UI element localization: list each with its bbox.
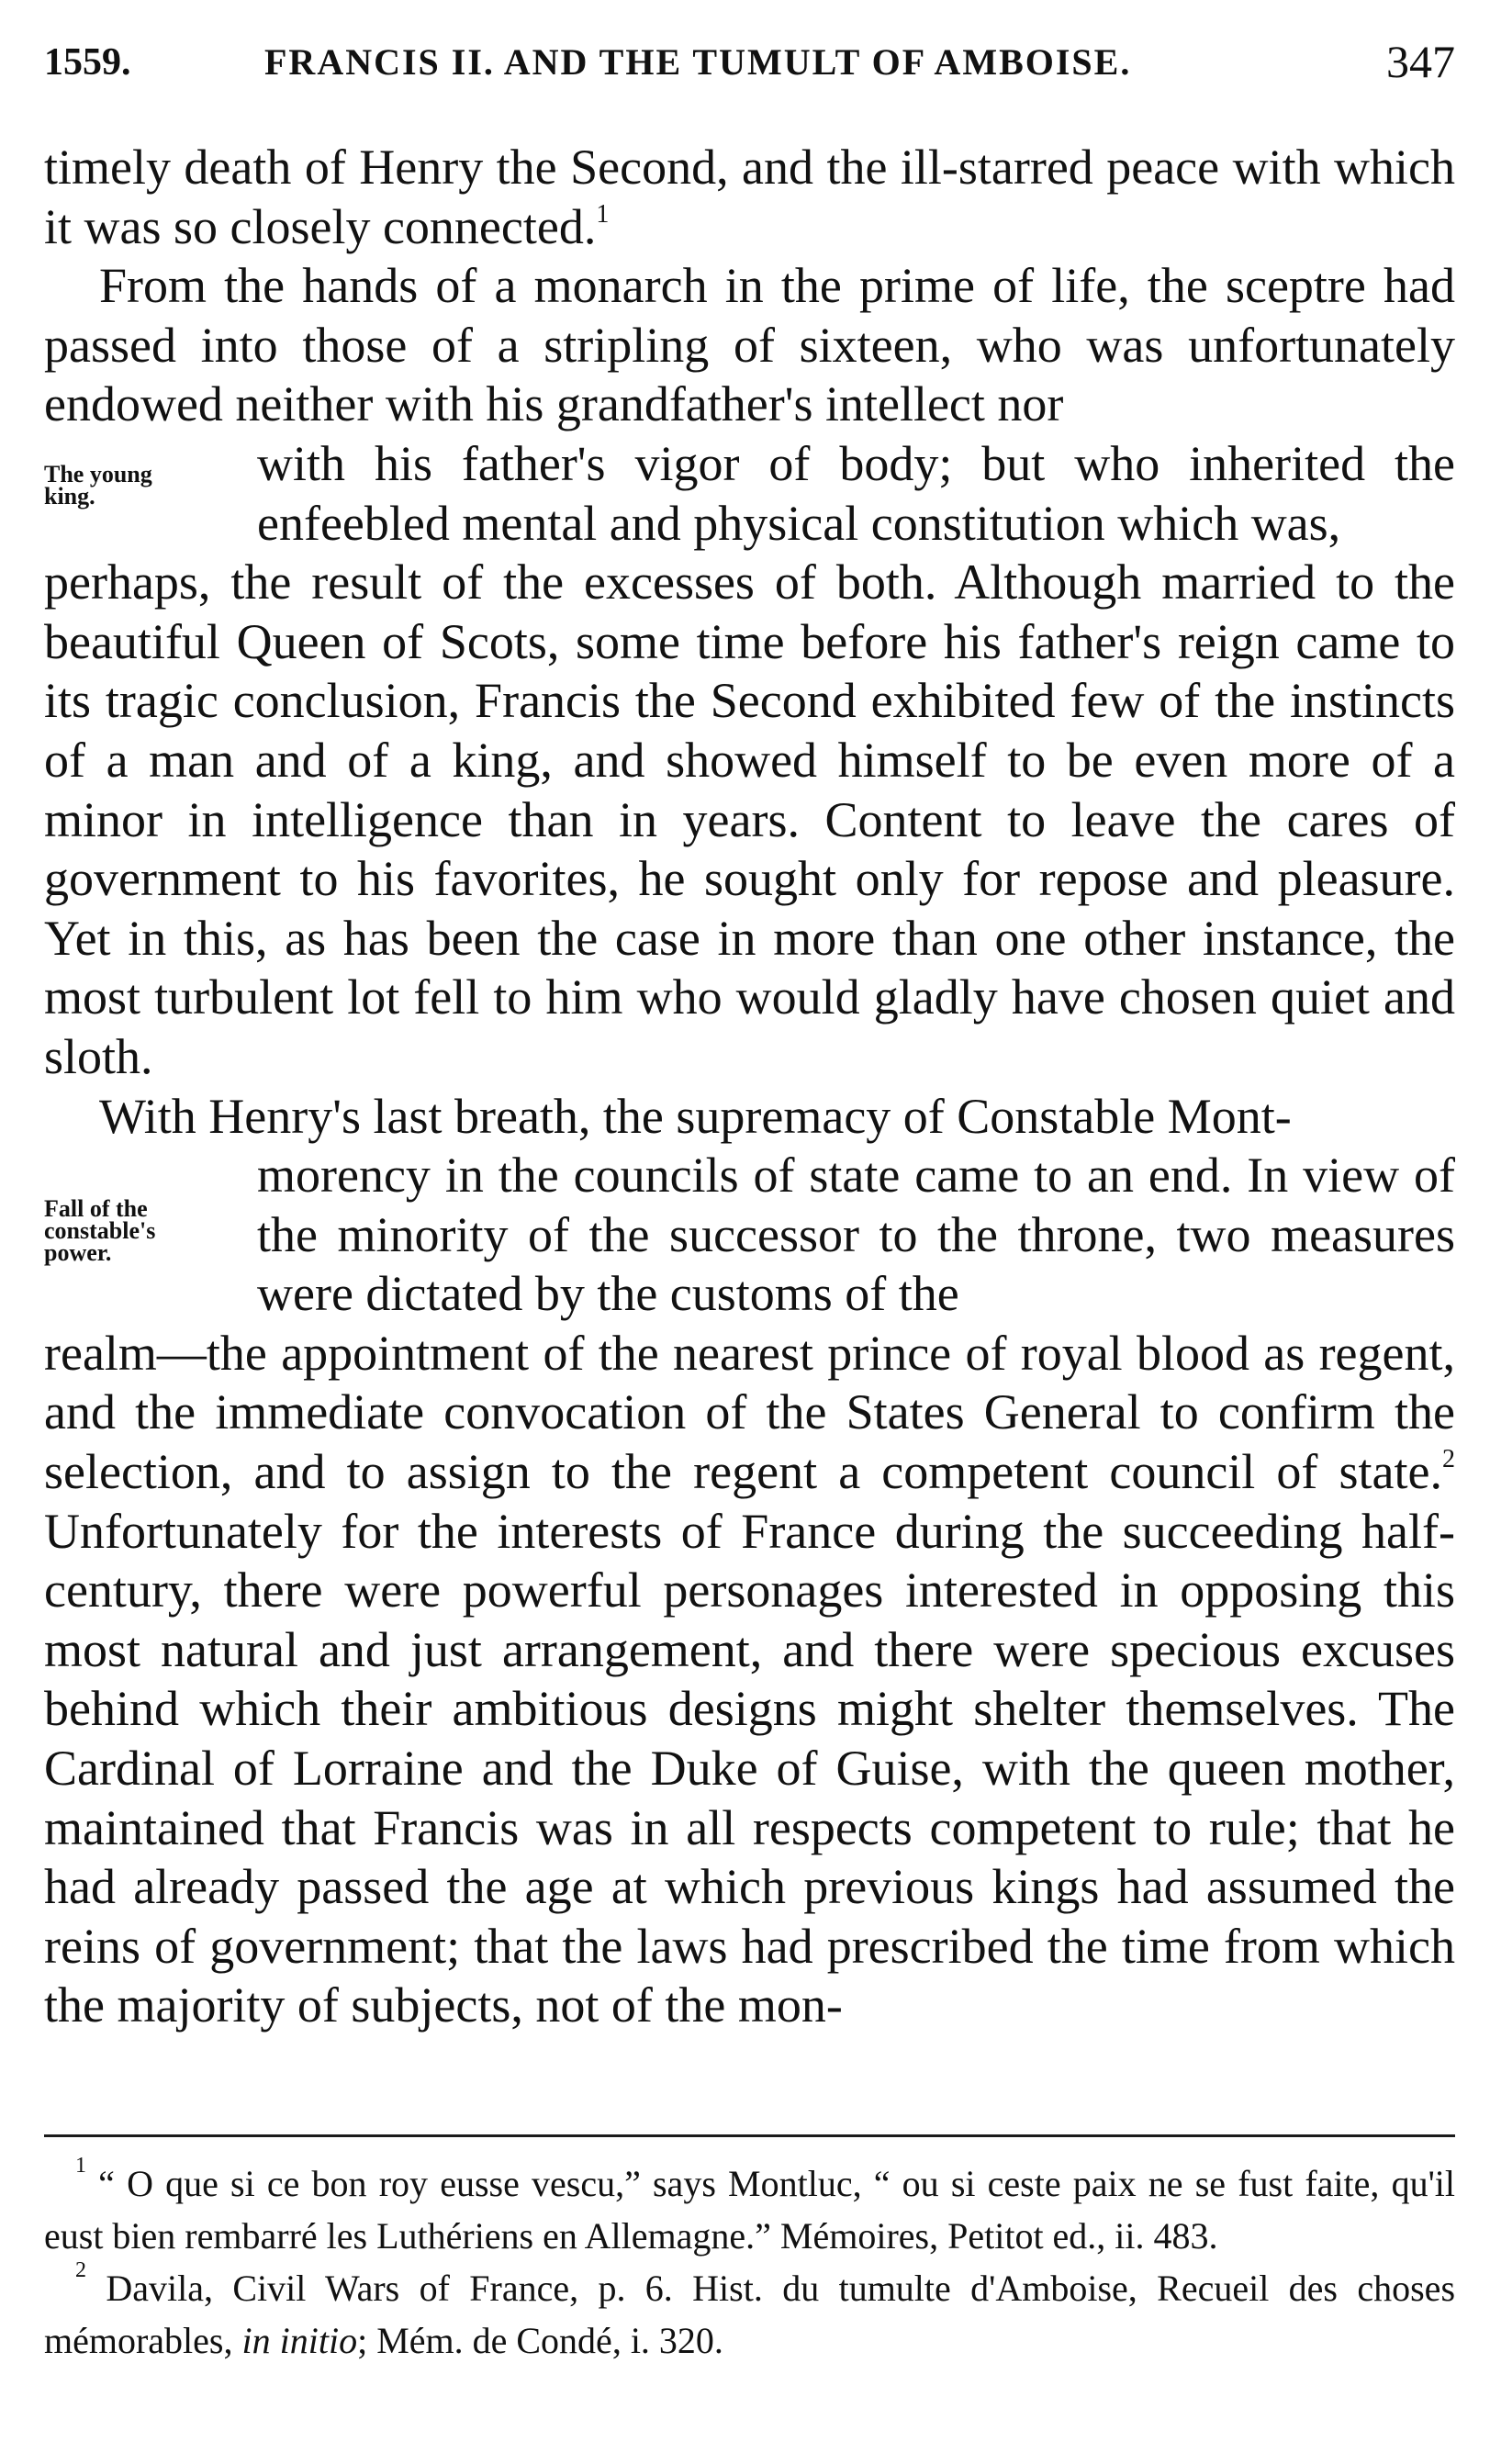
- body-text: [44, 138, 1455, 2035]
- footnote-ref-1: 1: [596, 199, 610, 229]
- running-title: FRANCIS II. AND THE TUMULT OF AMBOISE.: [264, 41, 1132, 83]
- header-year: 1559.: [44, 41, 131, 84]
- footnotes: [44, 2153, 1456, 2367]
- footnote-2-text-a: Davila, Civil Wars of France, p. 6. Hist. du tumulte d'Amboise, Recueil des choses mémorables,: [44, 2268, 1456, 2361]
- footnote-1-text: “ O que si ce bon roy eusse vescu,” says Montluc, “ ou si ceste paix ne se fust faite, qu'il eust bien rembarré les Luthériens en Allemagne.” Mémoires, Petitot ed., ii. 483.: [44, 2163, 1456, 2257]
- sidenote-line: Fall of the: [44, 1195, 148, 1222]
- running-header: [44, 35, 1455, 90]
- footnote-2: [44, 2257, 1456, 2367]
- footnote-2-italic: in initio: [241, 2320, 358, 2361]
- sidenote-fall-of-constable: [44, 1195, 228, 1266]
- sidenote-line: king.: [44, 483, 95, 510]
- sidenote-line: The young: [44, 461, 152, 487]
- paragraph-1: [44, 138, 1455, 256]
- paragraph-3-margin: morency in the councils of state came to an end. In view of the minority of the successor to the throne, two measures were dictated by the customs of the: [257, 1148, 1455, 1322]
- sidenote-line: constable's: [44, 1217, 156, 1244]
- paragraph-3-rest: [44, 1324, 1455, 2035]
- footnote-mark: 1: [75, 2153, 86, 2178]
- sidenote-young-king: [44, 461, 228, 510]
- paragraph-2-lead: From the hands of a monarch in the prime of life, the sceptre had passed into those of a stripling of sixteen, who was unfortunately endowed neither with his grandfather's intellect nor: [44, 258, 1455, 432]
- paragraph-3-lead: With Henry's last breath, the supremacy of Constable Mont-: [99, 1088, 1292, 1144]
- paragraph-3-rest-a: realm—the appointment of the nearest prince of royal blood as regent, and the immediate convocation of the States General to confirm the selection, and to assign to the regent a competent council of state.: [44, 1325, 1455, 1500]
- footnote-mark: 2: [75, 2257, 86, 2282]
- footnote-rule: [44, 2134, 1455, 2137]
- paragraph-2-margin: with his father's vigor of body; but who inherited the enfeebled mental and physical constitution which was,: [257, 435, 1455, 551]
- paragraph-2-rest: perhaps, the result of the excesses of both. Although married to the beautiful Queen of Scots, some time before his father's reign came to its tragic conclusion, Francis the Second exhibited few of the instincts of a man and of a king, and showed himself to be even more of a minor in intelligence than in years. Content to leave the cares of government to his favorites, he sought only for repose and pleasure. Yet in this, as has been the case in more than one other instance, the most turbulent lot fell to him who would gladly have chosen quiet and sloth.: [44, 554, 1455, 1084]
- sidenote-line: power.: [44, 1239, 112, 1266]
- footnote-1: [44, 2153, 1456, 2262]
- paragraph-3-rest-b: Unfortunately for the interests of France during the succeeding half-century, there were powerful personages interested in opposing this most natural and just arrangement, and there were specious excuses behind which their ambitious designs might shelter themselves. The Cardinal of Lorraine and the Duke of Guise, with the queen mother, maintained that Francis was in all respects competent to rule; that he had already passed the age at which previous kings had assumed the reins of government; that the laws had prescribed the time from which the majority of subjects, not of the mon-: [44, 1503, 1455, 2033]
- footnote-ref-2: 2: [1442, 1445, 1455, 1474]
- paragraph-1-text: timely death of Henry the Second, and the ill-starred peace with which it was so closely connected.: [44, 140, 1455, 254]
- page-number: 347: [1386, 36, 1455, 87]
- footnote-2-text-b: ; Mém. de Condé, i. 320.: [357, 2320, 723, 2361]
